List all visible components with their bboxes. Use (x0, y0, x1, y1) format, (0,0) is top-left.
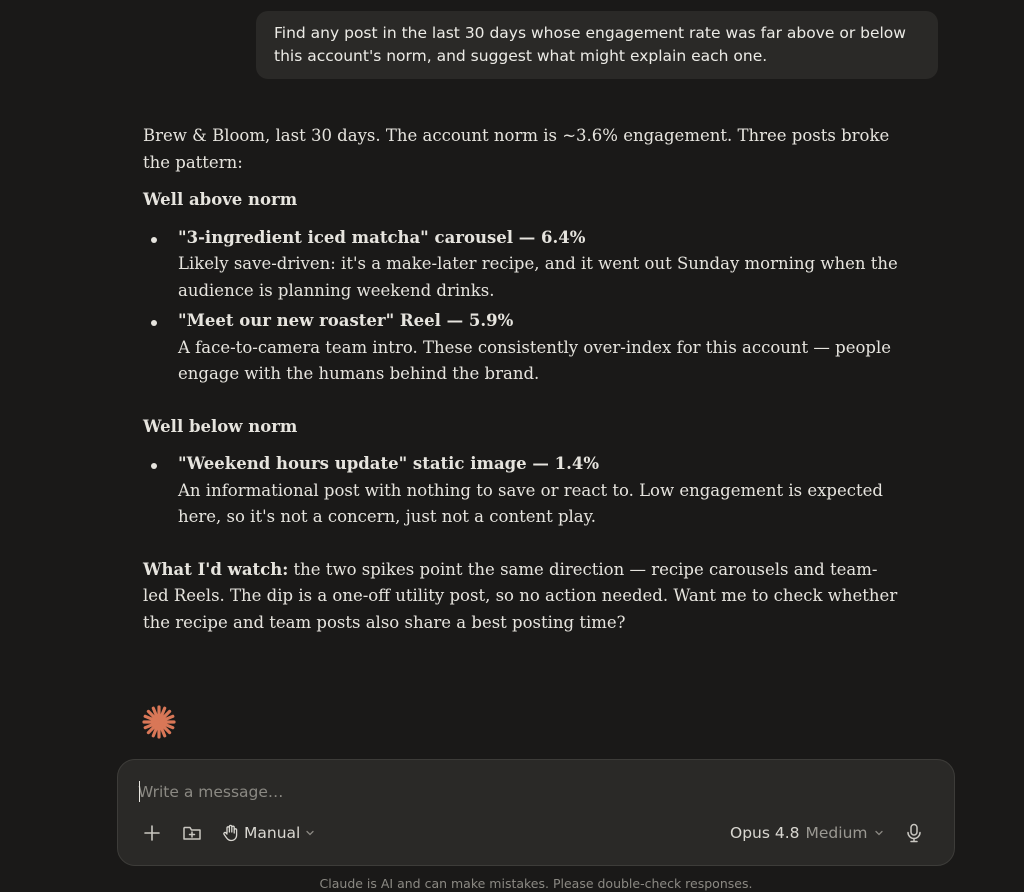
microphone-icon (906, 823, 922, 843)
below-norm-list (143, 451, 903, 531)
add-project-button[interactable] (180, 821, 204, 845)
watch-paragraph (143, 557, 903, 637)
mode-label: Manual (244, 824, 301, 842)
user-message-text: Find any post in the last 30 days whose engagement rate was far above or below this account's norm, and suggest what might explain each one. (274, 24, 906, 65)
item-description: An informational post with nothing to save or react to. Low engagement is expected here, so it's not a concern, just not a content play. (178, 480, 883, 526)
section-heading-above: Well above norm (143, 190, 298, 209)
assistant-intro: Brew & Bloom, last 30 days. The account norm is ~3.6% engagement. Three posts broke the pattern: (143, 126, 890, 172)
bullet-icon (151, 237, 157, 243)
bullet-icon (151, 320, 157, 326)
hand-icon (222, 824, 239, 842)
item-title: "Weekend hours update" static image — 1.4% (178, 454, 600, 473)
model-name: Opus 4.8 (730, 824, 800, 842)
item-title: "3-ingredient iced matcha" carousel — 6.4% (178, 227, 586, 247)
message-input[interactable] (138, 780, 918, 804)
assistant-message (143, 123, 903, 636)
item-description: Likely save-driven: it's a make-later recipe, and it went out Sunday morning when the audience is planning weekend drinks. (178, 254, 898, 300)
list-item (143, 225, 903, 305)
item-title: "Meet our new roaster" Reel — 5.9% (178, 311, 514, 330)
message-composer (117, 759, 955, 866)
plus-icon (143, 824, 161, 842)
list-item (143, 308, 903, 388)
model-selector[interactable] (730, 820, 884, 846)
chevron-down-icon (305, 828, 315, 838)
item-description: A face-to-camera team intro. These consistently over-index for this account — people engage with the humans behind the brand. (178, 337, 892, 383)
model-effort: Medium (805, 824, 868, 842)
claude-spark-icon (141, 704, 177, 740)
section-heading-below: Well below norm (143, 416, 298, 436)
text-cursor (139, 781, 140, 802)
above-norm-list (143, 225, 903, 388)
watch-label: What I'd watch: (143, 559, 289, 579)
add-button[interactable] (140, 821, 164, 845)
bullet-icon (151, 463, 157, 469)
list-item (143, 451, 903, 531)
mode-selector[interactable] (222, 820, 315, 846)
user-message-bubble (256, 11, 938, 79)
folder-plus-icon (182, 824, 202, 842)
disclaimer-text: Claude is AI and can make mistakes. Please double-check responses. (319, 876, 753, 891)
microphone-button[interactable] (902, 820, 926, 846)
chevron-down-icon (874, 828, 884, 838)
watch-text: the two spikes point the same direction — recipe carousels and team-led Reels. The dip is a one-off utility post, so no action needed. Want me to check whether the recipe and team posts also share a best posting time? (143, 559, 898, 632)
